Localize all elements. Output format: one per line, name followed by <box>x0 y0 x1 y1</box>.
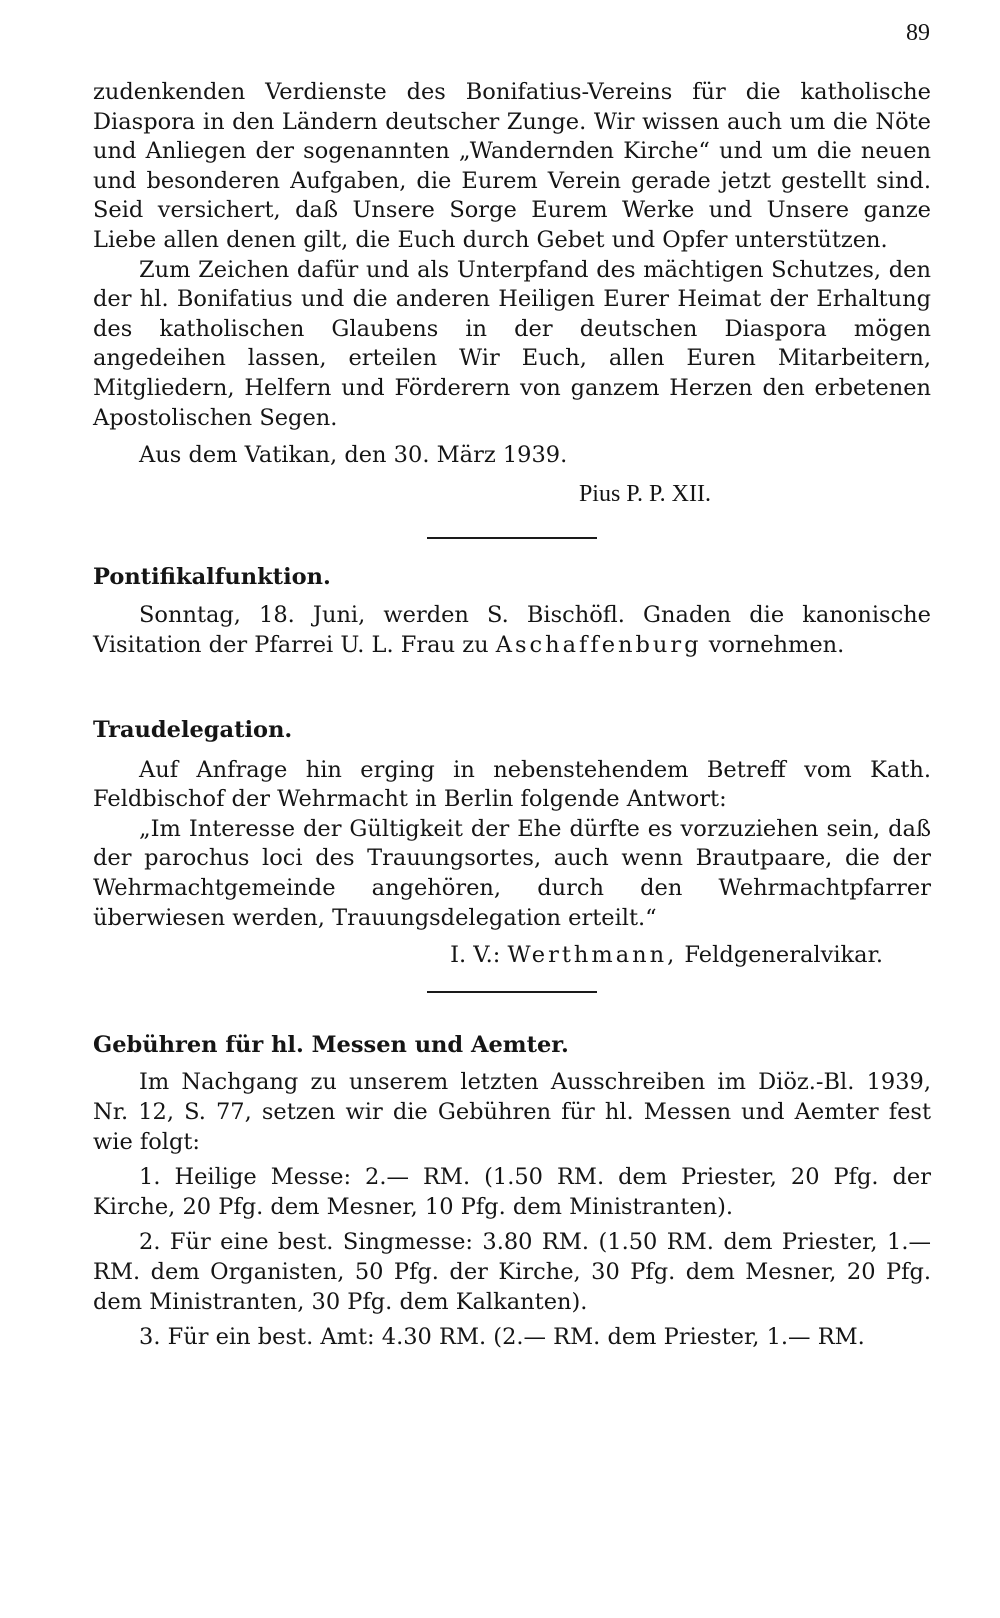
fee-item: 3. Für ein best. Amt: 4.30 RM. (2.— RM. dem Priester, 1.— RM. <box>139 1324 865 1351</box>
section-intro-gebuehren: Im Nachgang zu unserem letzten Ausschreiben im Diöz.-Bl. 1939, Nr. 12, S. 77, setzen wir die Gebühren für hl. Messen und Aemter fest wie folgt: <box>93 1069 931 1155</box>
place-name: Aschaffenburg <box>495 631 702 658</box>
section-heading-gebuehren: Gebühren für hl. Messen und Aemter. <box>93 1031 569 1058</box>
section-heading-pontifikalfunktion: Pontifikalfunktion. <box>93 564 331 591</box>
signature-name: Werthmann, <box>507 942 678 969</box>
letter-dateline: Aus dem Vatikan, den 30. März 1939. <box>139 442 568 469</box>
fee-item: 1. Heilige Messe: 2.— RM. (1.50 RM. dem Priester, 20 Pfg. der Kirche, 20 Pfg. dem Mesner, 10 Pfg. dem Ministranten). <box>93 1164 931 1220</box>
letter-paragraph-1: zudenkenden Verdienste des Bonifatius-Vereins für die katholische Diaspora in den Ländern deutscher Zunge. Wir wissen auch um die Nöte und Anliegen der sogenannten „Wandernden Kirche“ und um die neuen und besonderen Aufgaben, die Eurem Verein gerade jetzt gestellt sind. Seid versichert, daß Unsere Sorge Eurem Werke und Unsere ganze Liebe allen denen gilt, die Euch durch Gebet und Opfer unterstützen. <box>93 79 931 253</box>
section-divider <box>427 537 597 539</box>
signature-title: Feldgeneralvikar. <box>684 942 883 969</box>
quoted-answer: „Im Interesse der Gültigkeit der Ehe dürfte es vorzuziehen sein, daß der parochus loci des Trauungsortes, auch wenn Brautpaare, die der Wehrmachtgemeinde angehören, durch den Wehrmachtpfarrer überwiesen werden, Trauungsdelegation erteilt.“ <box>93 815 931 931</box>
section-body-pontifikalfunktion <box>93 601 931 660</box>
signature-prefix: I. V.: <box>450 942 501 969</box>
fee-item: 2. Für eine best. Singmesse: 3.80 RM. (1.50 RM. dem Priester, 1.— RM. dem Organisten, 50 Pfg. der Kirche, 30 Pfg. dem Mesner, 20 Pfg. dem Ministranten, 30 Pfg. dem Kalkanten). <box>93 1229 931 1315</box>
signature-feldgeneralvikar <box>93 941 931 971</box>
page-number: 89 <box>906 20 930 46</box>
section-intro-traudelegation: Auf Anfrage hin erging in nebenstehendem Betreff vom Kath. Feldbischof der Wehrmacht in Berlin folgende Antwort: <box>93 756 931 813</box>
section-heading-traudelegation: Traudelegation. <box>93 717 293 744</box>
page-content <box>93 78 931 1353</box>
letter-signature: Pius P. P. XII. <box>578 480 711 507</box>
body-text: Sonntag, 18. Juni, werden S. Bischöfl. Gnaden die kanonische Visitation der Pfarrei U. L. Frau zu <box>93 601 931 658</box>
letter-paragraph-2: Zum Zeichen dafür und als Unterpfand des mächtigen Schutzes, den der hl. Bonifatius und die anderen Heiligen Eurer Heimat der Erhaltung des katholischen Glaubens in der deutschen Diaspora mögen angedeihen lassen, erteilen Wir Euch, allen Euren Mitarbeitern, Mitgliedern, Helfern und Förderern von ganzem Herzen den erbetenen Apostolischen Segen. <box>93 256 931 431</box>
body-text-end: vornehmen. <box>708 631 845 658</box>
section-divider <box>427 991 597 993</box>
